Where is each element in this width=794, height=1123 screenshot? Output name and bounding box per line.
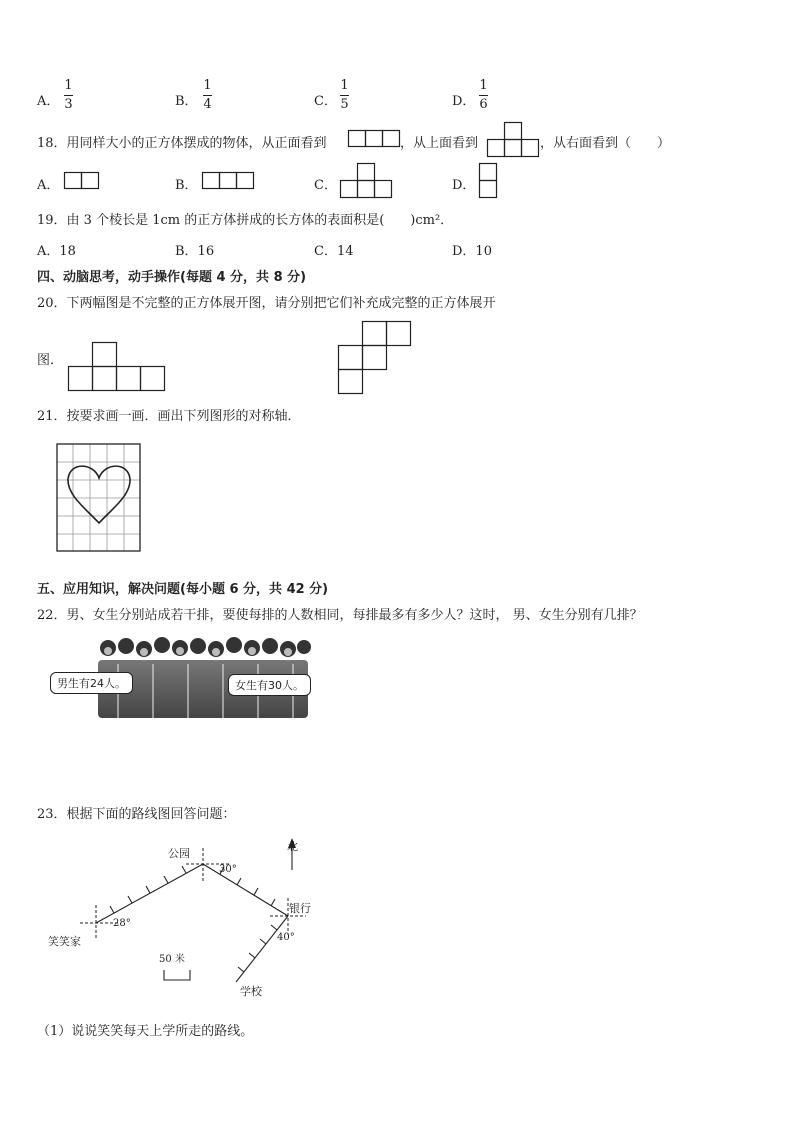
q18-text-front: 18．用同样大小的正方体摆成的物体，从正面看到 <box>37 136 327 151</box>
map-angle-home: 28° <box>113 918 131 929</box>
q17-option-c-letter: C． <box>314 94 337 109</box>
girls-count-bubble: 女生有30人。 <box>228 674 311 696</box>
map-label-bank: 银行 <box>289 902 311 915</box>
boys-count-bubble: 男生有24人。 <box>50 672 133 694</box>
q18-option-a-figure <box>64 172 100 190</box>
q18-top-view-figure <box>487 122 539 158</box>
q21-heart-grid-figure <box>56 443 142 553</box>
section-4-title: 四、动脑思考，动手操作(每题 4 分，共 8 分) <box>37 270 307 285</box>
q20-net-figure-left <box>68 342 166 392</box>
q18-front-view-figure <box>348 130 400 148</box>
route-home-park <box>96 864 203 923</box>
q19-option-c: C．14 <box>314 244 354 259</box>
q19-option-b: B．16 <box>175 244 215 259</box>
q23-text: 23．根据下面的路线图回答问题： <box>37 807 236 822</box>
q18-text-right: ，从右面看到（ ） <box>540 136 671 151</box>
heart-shape <box>68 466 130 523</box>
map-angle-bank: 40° <box>277 932 295 943</box>
q19-option-a: A．18 <box>37 244 76 259</box>
q18-option-a-letter: A． <box>37 178 60 193</box>
q17-option-d-letter: D． <box>452 94 476 109</box>
q17-option-b-letter: B． <box>175 94 198 109</box>
q18-option-c-letter: C． <box>314 178 337 193</box>
q17-option-c-fraction: 1 5 <box>340 78 349 112</box>
q18-option-d-letter: D． <box>452 178 476 193</box>
map-angle-park: 30° <box>219 864 237 875</box>
q20-text: 20．下两幅图是不完整的正方体展开图，请分别把它们补充成完整的正方体展开 <box>37 296 496 311</box>
q20-net-figure-right <box>338 321 412 395</box>
q20-text-tail: 图． <box>37 353 64 368</box>
map-label-park: 公园 <box>168 847 190 860</box>
q17-option-a-fraction: 1 3 <box>64 78 73 112</box>
q21-text: 21．按要求画一画．画出下列图形的对称轴． <box>37 409 301 424</box>
section-5-title: 五、应用知识，解决问题(每小题 6 分，共 42 分) <box>37 582 329 597</box>
q23-sub-question-1: （1）说说笑笑每天上学所走的路线。 <box>37 1024 254 1039</box>
q22-text: 22．男、女生分别站成若干排，要使每排的人数相同，每排最多有多少人？这时， 男、女生分别有几排？ <box>37 608 643 623</box>
route-park-bank <box>203 864 288 916</box>
q18-option-b-figure <box>202 172 254 190</box>
map-label-home: 笑笑家 <box>48 935 81 948</box>
map-label-north: 北 <box>287 840 298 853</box>
q18-option-b-letter: B． <box>175 178 198 193</box>
map-label-school: 学校 <box>240 985 262 998</box>
map-scale-label: 50 米 <box>159 954 185 965</box>
q19-text: 19．由 3 个棱长是 1cm 的正方体拼成的长方体的表面积是( )cm²． <box>37 213 454 228</box>
q19-option-d: D．10 <box>452 244 492 259</box>
q17-option-b-fraction: 1 4 <box>203 78 212 112</box>
q18-text-top: ，从上面看到 <box>400 136 479 151</box>
q17-option-d-fraction: 1 6 <box>479 78 488 112</box>
q17-option-a-letter: A． <box>37 94 60 109</box>
q18-option-d-figure <box>479 163 498 199</box>
q18-option-c-figure <box>340 163 392 199</box>
